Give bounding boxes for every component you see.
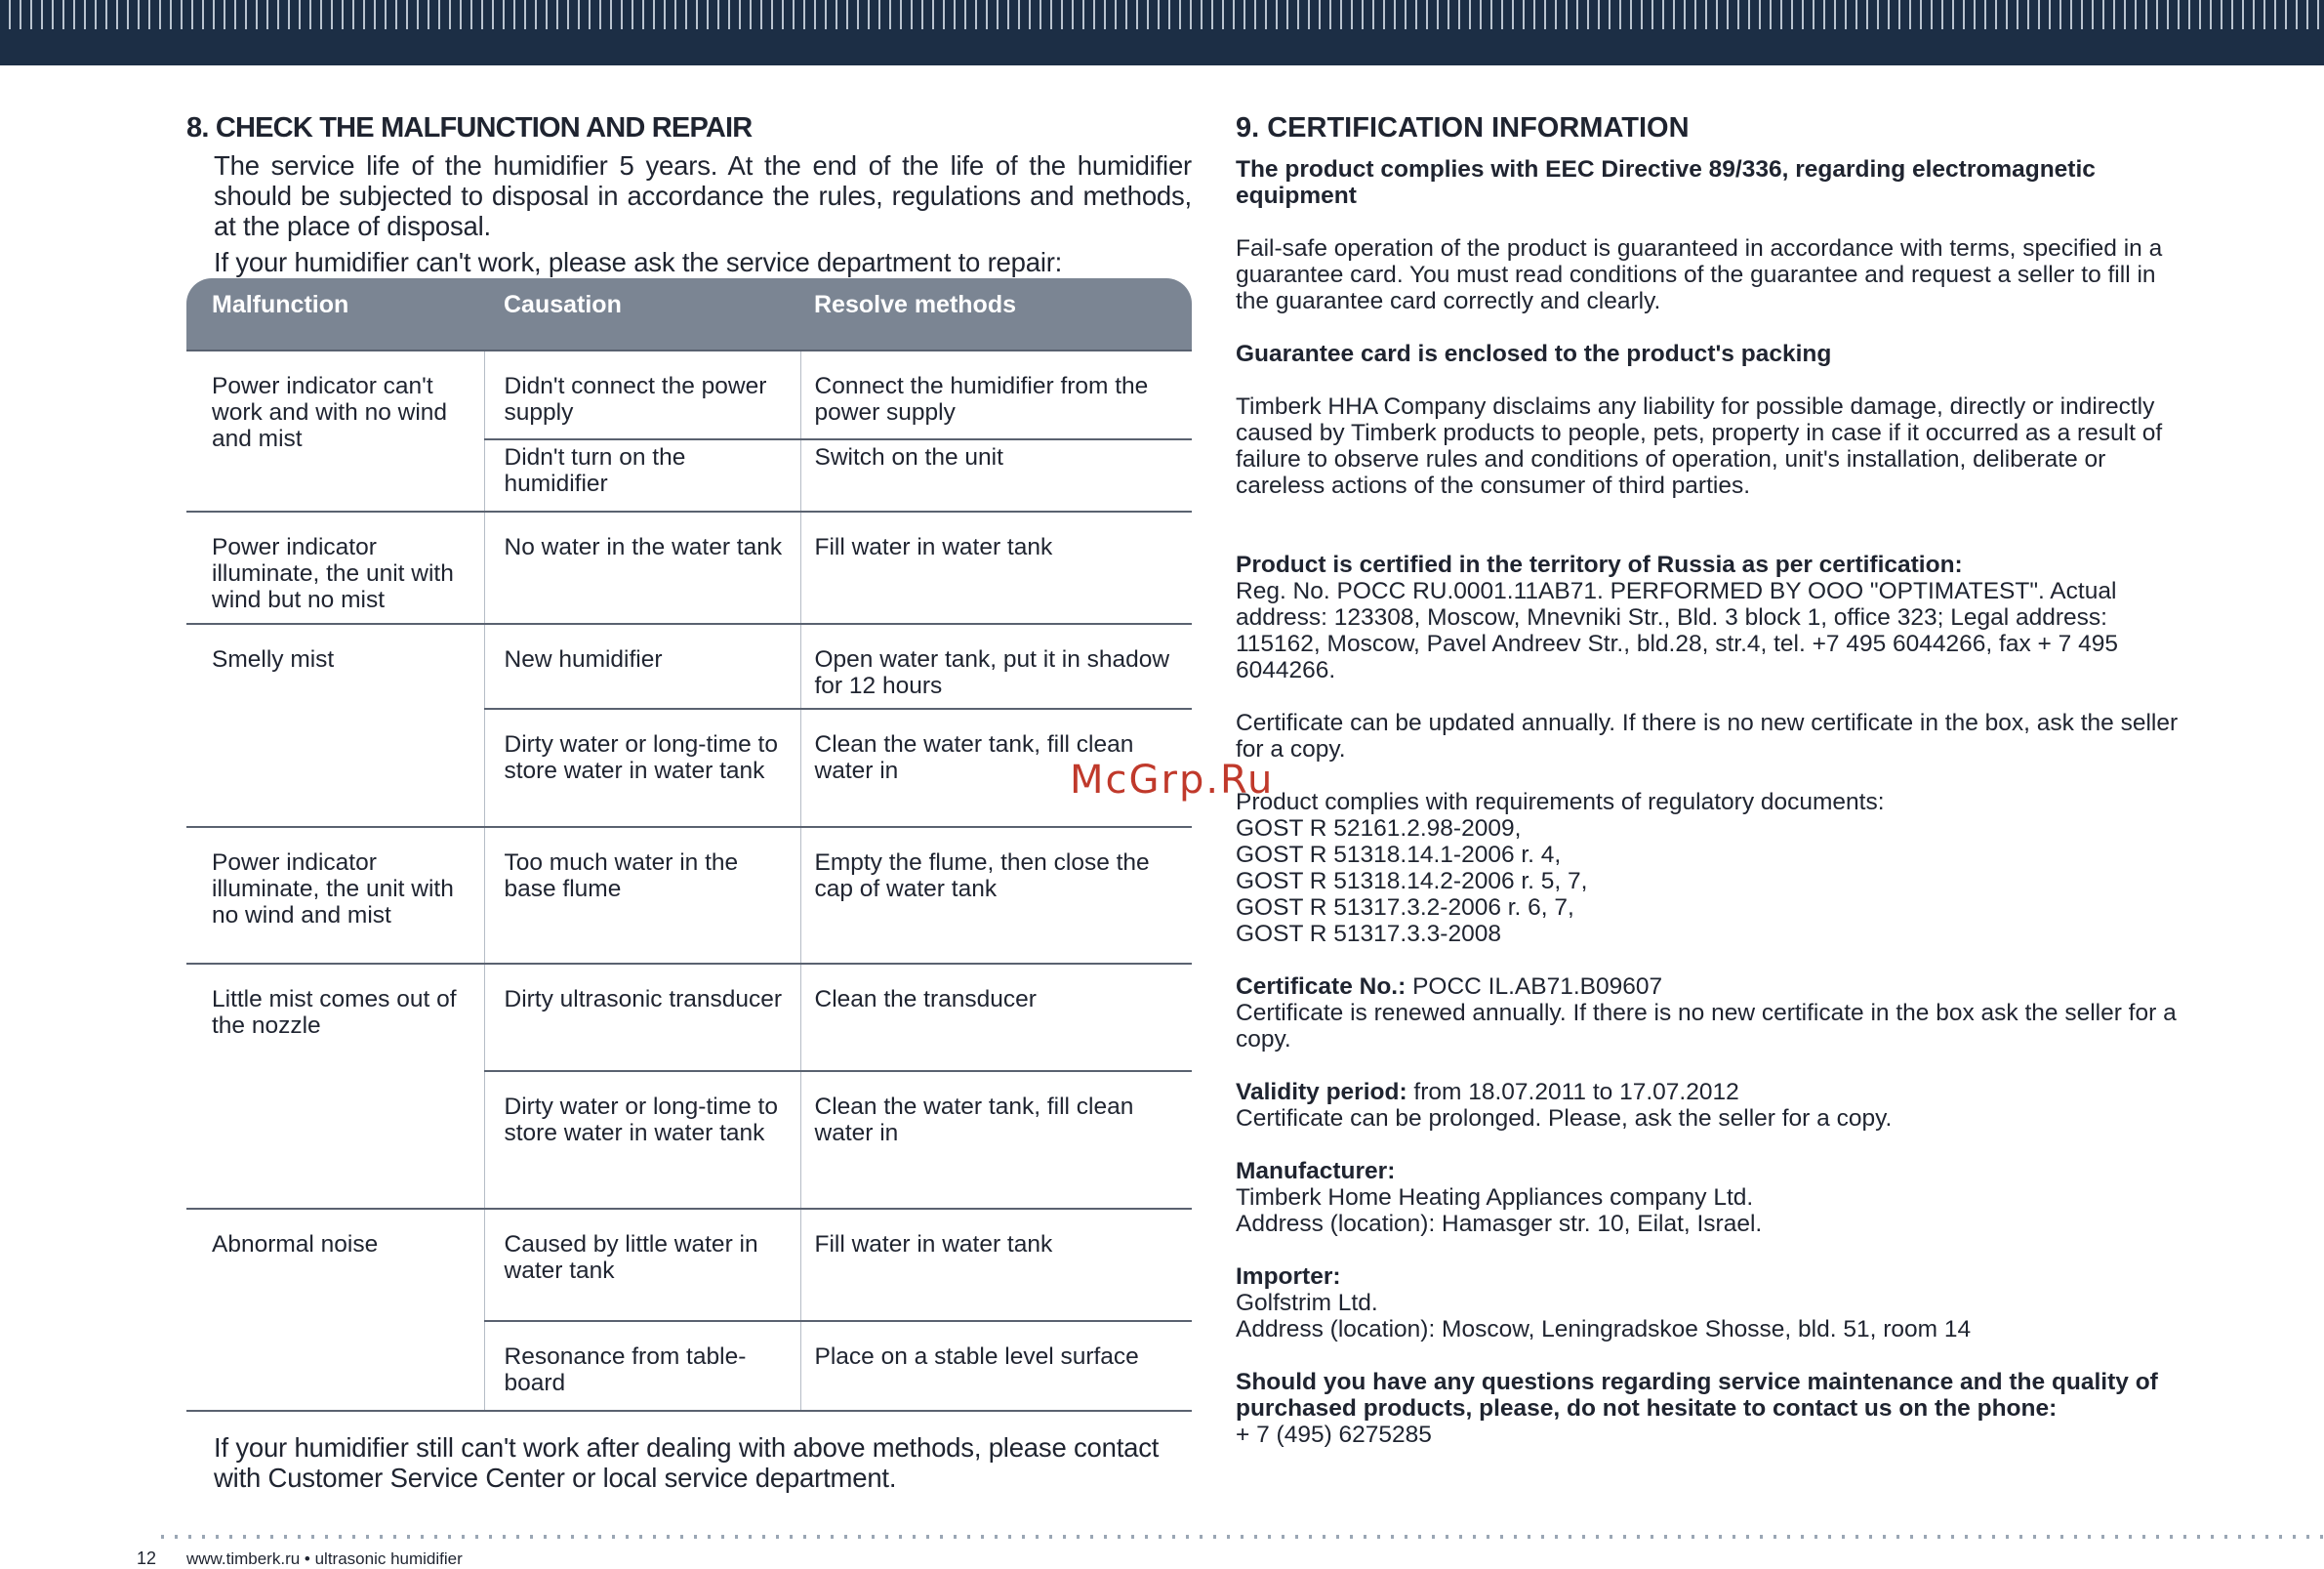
malfunction-table	[186, 278, 1192, 1412]
cause-cell: Too much water in the base flume	[484, 827, 800, 964]
watermark: McGrp.Ru	[1070, 758, 1275, 803]
cause-cell: No water in the water tank	[484, 512, 800, 624]
table-row	[186, 827, 1192, 964]
gost-item: GOST R 51318.14.2-2006 r. 5, 7,	[1236, 868, 1588, 894]
section-certification	[1236, 112, 2182, 1448]
cause-cell: Dirty water or long-time to store water in water tank	[484, 709, 800, 827]
col-header-malfunction: Malfunction	[186, 278, 484, 351]
table-row	[186, 624, 1192, 709]
resolve-cell: Clean the transducer	[800, 964, 1192, 1071]
section9-title: 9. CERTIFICATION INFORMATION	[1236, 112, 1690, 144]
page-number: 12	[137, 1548, 157, 1568]
failsafe-text: Fail-safe operation of the product is guaranteed in accordance with terms, specified in a guarantee card. You must read conditions of the guarantee and request a seller to fill in the guarantee card correctly and clearly.	[1236, 235, 2163, 314]
regulatory-intro: Product complies with requirements of regulatory documents:	[1236, 789, 1885, 815]
col-header-resolve: Resolve methods	[800, 278, 1192, 351]
cause-cell: New humidifier	[484, 624, 800, 709]
gost-item: GOST R 52161.2.98-2009,	[1236, 815, 1522, 842]
resolve-cell: Clean the water tank, fill clean water in	[800, 709, 1192, 827]
section8-intro: The service life of the humidifier 5 years. At the end of the life of the humidifier should be subjected to disposal in accordance the rules, regulations and methods, at the place of disposal.	[214, 150, 1192, 241]
resolve-cell: Fill water in water tank	[800, 1209, 1192, 1321]
cause-cell: Resonance from table-board	[484, 1321, 800, 1411]
malfunction-cell: Power indicator illuminate, the unit with no wind and mist	[186, 827, 484, 964]
manufacturer-name: Timberk Home Heating Appliances company Ltd.	[1236, 1184, 1754, 1211]
footer-divider	[161, 1535, 2324, 1539]
section8-title: 8. CHECK THE MALFUNCTION AND REPAIR	[186, 112, 753, 144]
table-row	[186, 351, 1192, 439]
malfunction-cell: Power indicator illuminate, the unit with wind but no mist	[186, 512, 484, 624]
section8-intro2: If your humidifier can't work, please ask the service department to repair:	[214, 247, 1063, 277]
validity-note: Certificate can be prolonged. Please, ask the seller for a copy.	[1236, 1105, 1893, 1132]
malfunction-cell: Little mist comes out of the nozzle	[186, 964, 484, 1209]
cause-cell: Dirty water or long-time to store water in water tank	[484, 1071, 800, 1209]
cause-cell: Caused by little water in water tank	[484, 1209, 800, 1321]
importer-address: Address (location): Moscow, Leningradskoe Shosse, bld. 51, room 14	[1236, 1316, 1972, 1342]
cause-cell: Didn't connect the power supply	[484, 351, 800, 439]
resolve-cell: Connect the humidifier from the power supply	[800, 351, 1192, 439]
resolve-cell: Empty the flume, then close the cap of water tank	[800, 827, 1192, 964]
table-row	[186, 512, 1192, 624]
updated-text: Certificate can be updated annually. If there is no new certificate in the box, ask the seller for a copy.	[1236, 710, 2179, 763]
table-header-row	[186, 278, 1192, 351]
validity-label: Validity period:	[1236, 1079, 1407, 1105]
malfunction-cell: Abnormal noise	[186, 1209, 484, 1411]
table-row	[186, 964, 1192, 1071]
gost-item: GOST R 51317.3.3-2008	[1236, 921, 1501, 947]
top-banner	[0, 0, 2324, 65]
certificate-number: POCC IL.AB71.B09607	[1406, 973, 1663, 1000]
gost-item: GOST R 51317.3.2-2006 r. 6, 7,	[1236, 894, 1574, 921]
cause-cell: Didn't turn on the humidifier	[484, 439, 800, 512]
manufacturer-address: Address (location): Hamasger str. 10, Eilat, Israel.	[1236, 1211, 1763, 1237]
table-row	[186, 1209, 1192, 1321]
section8-outro: If your humidifier still can't work after dealing with above methods, please contact with Customer Service Center or local service department.	[214, 1432, 1160, 1493]
resolve-cell: Open water tank, put it in shadow for 12 hours	[800, 624, 1192, 709]
footer-text: www.timberk.ru • ultrasonic humidifier	[186, 1549, 463, 1568]
certificate-label: Certificate No.:	[1236, 973, 1407, 1000]
manufacturer-label: Manufacturer:	[1236, 1158, 1396, 1184]
resolve-cell: Switch on the unit	[800, 439, 1192, 512]
phone-number: + 7 (495) 6275285	[1236, 1422, 1432, 1448]
questions-text: Should you have any questions regarding service maintenance and the quality of purchased products, please, do not hesitate to contact us on the phone:	[1236, 1369, 2158, 1422]
malfunction-cell: Smelly mist	[186, 624, 484, 827]
malfunction-cell: Power indicator can't work and with no wind and mist	[186, 351, 484, 512]
validity-value: from 18.07.2011 to 17.07.2012	[1407, 1079, 1739, 1105]
col-header-causation: Causation	[484, 278, 800, 351]
russia-heading: Product is certified in the territory of Russia as per certification:	[1236, 552, 1963, 578]
top-banner-ticks	[0, 0, 2324, 29]
russia-text: Reg. No. POCC RU.0001.11AB71. PERFORMED BY OOO "OPTIMATEST". Actual address: 123308, Moscow, Mnevniki Str., Bld. 3 block 1, office 323; Legal address: 115162, Moscow, Pavel Andreev Str., bld.28, str.4, tel. +7 495 6044266, fax + 7 495 6044266.	[1236, 578, 2118, 683]
gost-item: GOST R 51318.14.1-2006 r. 4,	[1236, 842, 1562, 868]
guarantee-heading: Guarantee card is enclosed to the product's packing	[1236, 341, 1832, 367]
resolve-cell: Place on a stable level surface	[800, 1321, 1192, 1411]
disclaimer-text: Timberk HHA Company disclaims any liability for possible damage, directly or indirectly caused by Timberk products to people, pets, property in case if it occurred as a result of failure to observe rules and conditions of operation, unit's installation, deliberate or careless actions of the consumer of third parties.	[1236, 393, 2163, 499]
resolve-cell: Clean the water tank, fill clean water in	[800, 1071, 1192, 1209]
directive-text: The product complies with EEC Directive 89/336, regarding electromagnetic equipment	[1236, 156, 2096, 209]
importer-label: Importer:	[1236, 1263, 1341, 1290]
resolve-cell: Fill water in water tank	[800, 512, 1192, 624]
certificate-renewed: Certificate is renewed annually. If there is no new certificate in the box ask the seller for a copy.	[1236, 1000, 2177, 1053]
cause-cell: Dirty ultrasonic transducer	[484, 964, 800, 1071]
importer-name: Golfstrim Ltd.	[1236, 1290, 1378, 1316]
